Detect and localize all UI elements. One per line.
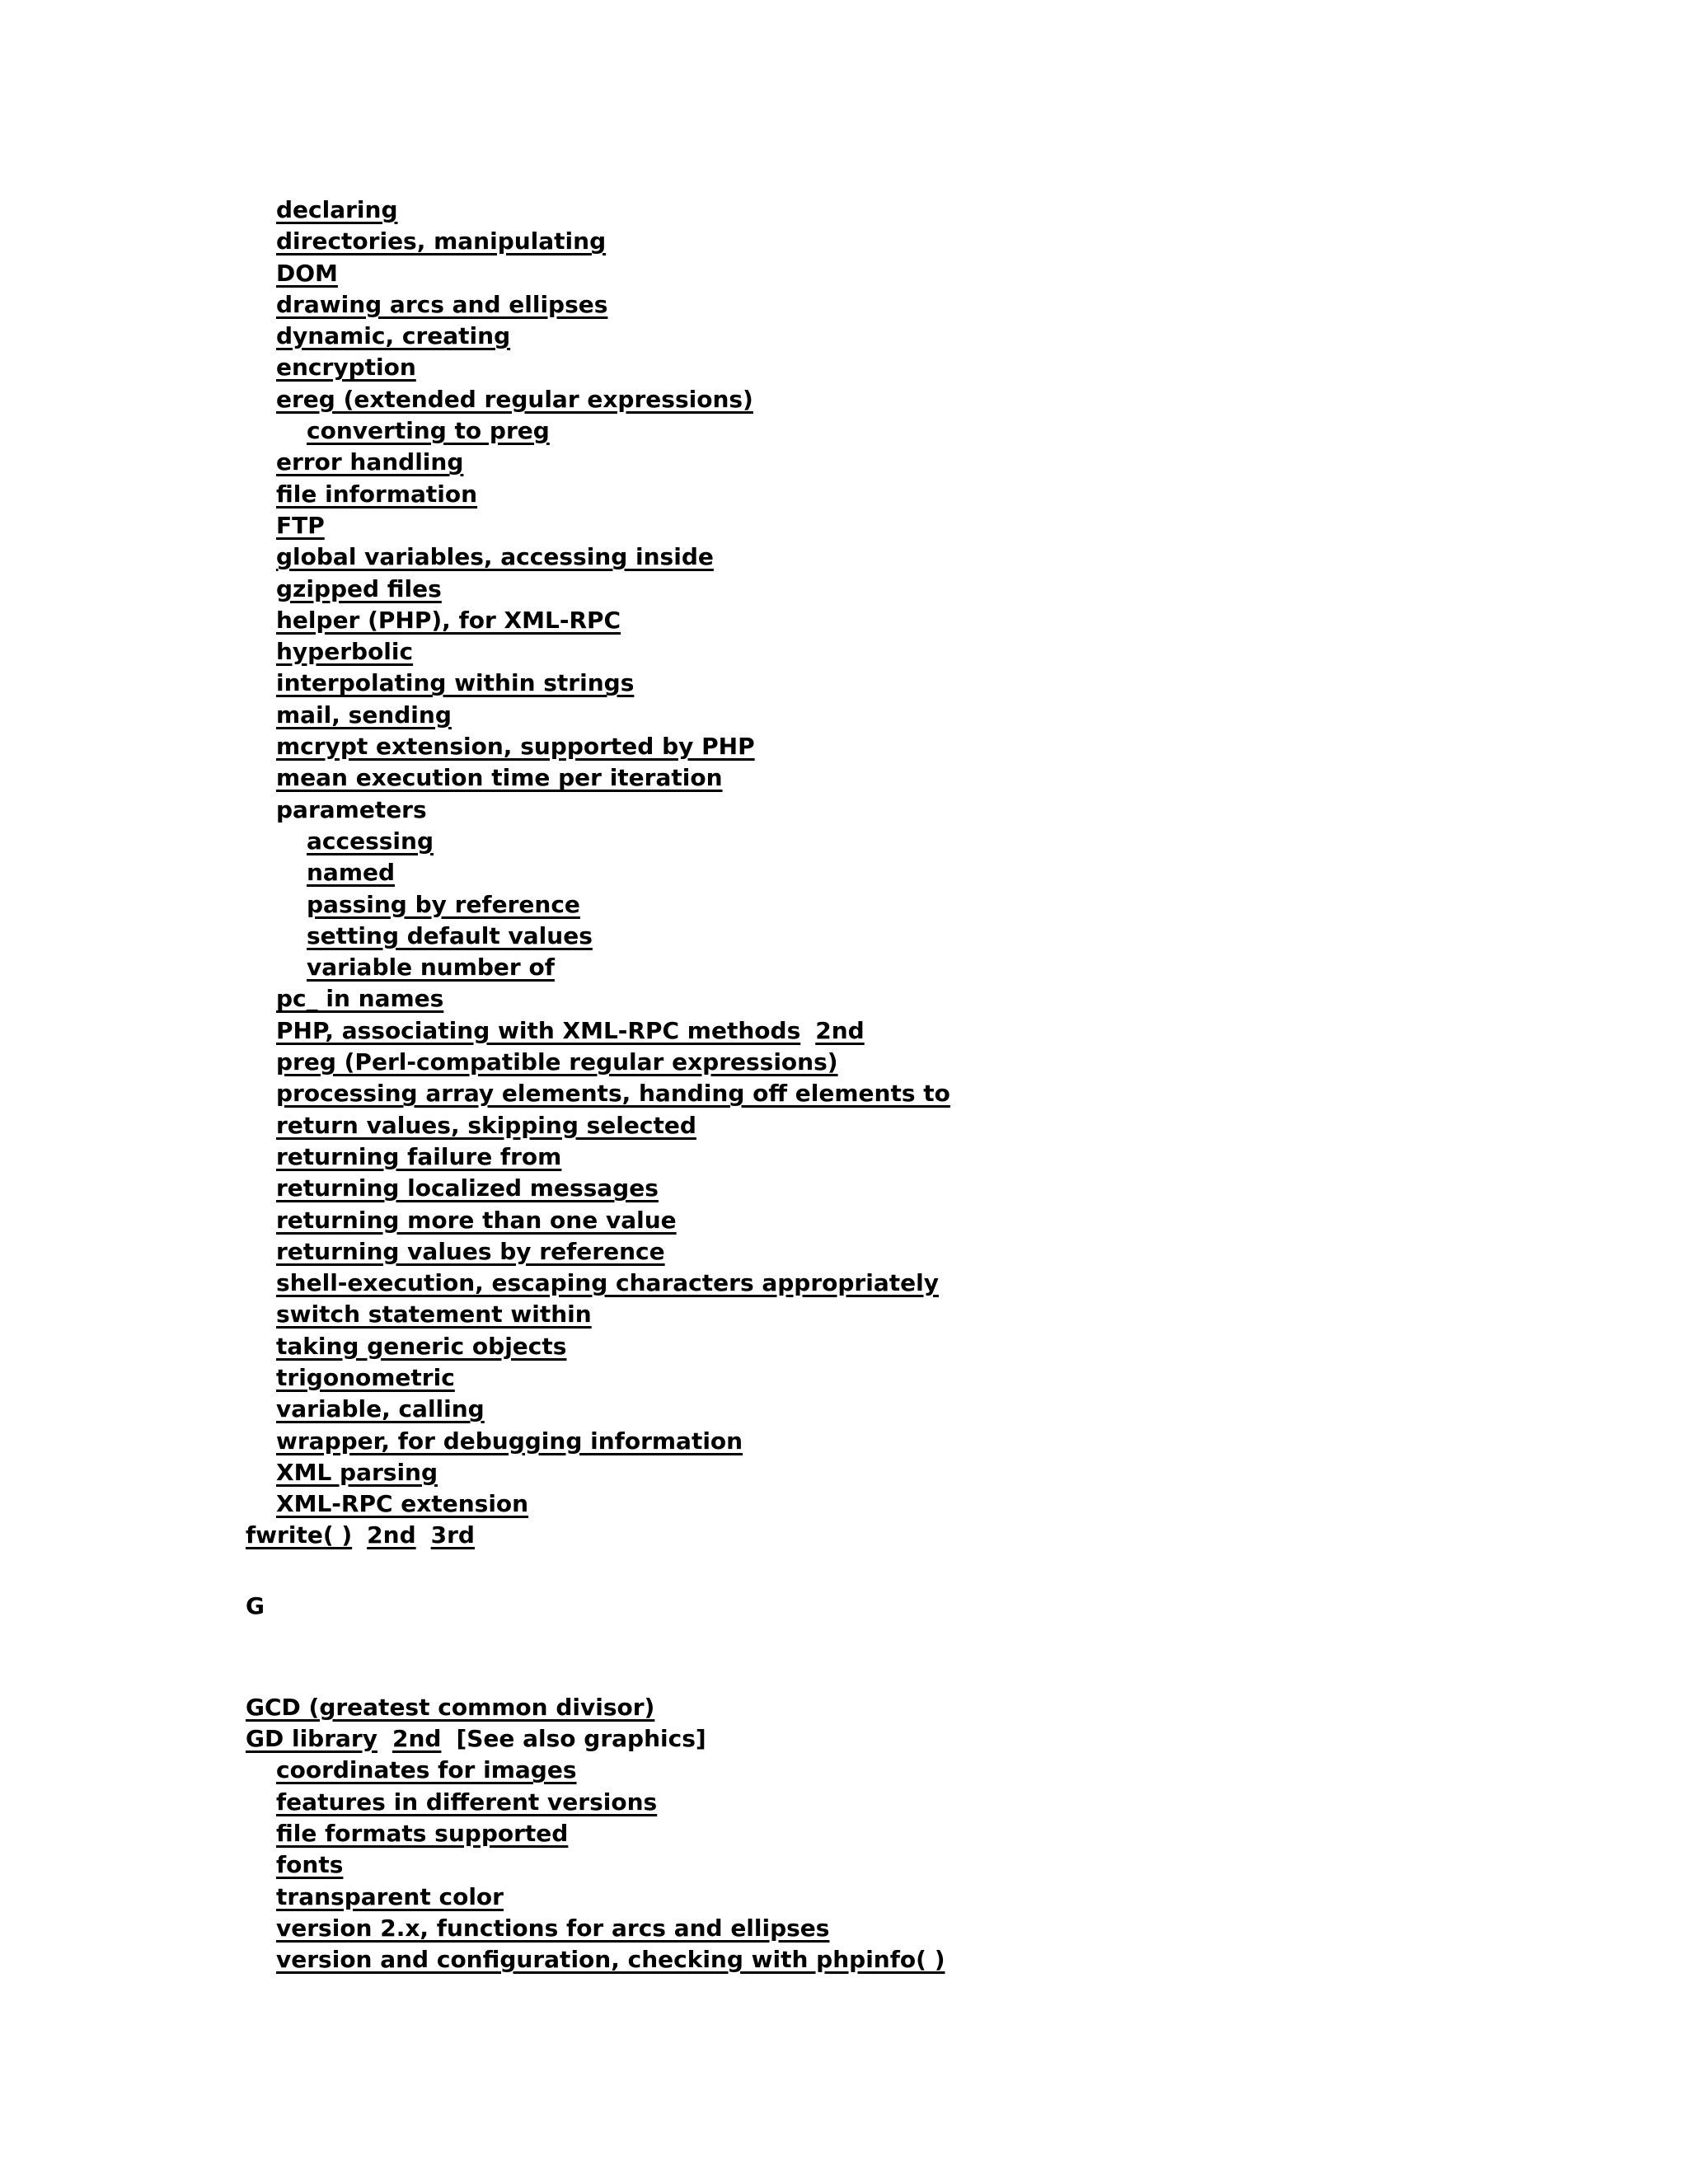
index-entry-passing-by-reference <box>246 889 1647 921</box>
index-page <box>246 194 1647 1975</box>
index-entry-version-and-configuration-checking-with- <box>246 1944 1647 1975</box>
index-entry-link[interactable]: taking generic objects <box>276 1332 567 1360</box>
index-entry-gcd-greatest-common-divisor <box>246 1692 1647 1723</box>
index-entry-gzipped-files <box>246 574 1647 605</box>
index-entry-shell-execution-escaping-characters-appr <box>246 1268 1647 1299</box>
index-entry-link[interactable]: variable number of <box>307 954 555 982</box>
index-entry-ftp <box>246 510 1647 541</box>
index-entry-link[interactable]: mean execution time per iteration <box>276 764 723 792</box>
index-entry-variable-calling <box>246 1394 1647 1425</box>
index-entry-link[interactable]: passing by reference <box>307 890 580 918</box>
index-entry-link[interactable]: XML-RPC extension <box>276 1490 529 1518</box>
index-entry-parameters <box>246 794 1647 826</box>
functions-subentries-list <box>246 194 1647 1552</box>
index-entry-link[interactable]: shell-execution, escaping characters appropriately <box>276 1269 939 1297</box>
index-entry-converting-to-preg <box>246 415 1647 447</box>
index-entry-link[interactable]: directories, manipulating <box>276 227 607 255</box>
index-entry-trigonometric <box>246 1362 1647 1394</box>
index-entry-php-associating-with-xml-rpc-methods <box>246 1015 1647 1047</box>
index-entry-link[interactable]: gzipped files <box>276 574 442 602</box>
index-entry-link[interactable]: pc_ in names <box>276 985 444 1013</box>
index-entry-link[interactable]: returning failure from <box>276 1142 562 1170</box>
index-entry-link[interactable]: GD library <box>246 1725 377 1753</box>
index-entry-global-variables-accessing-inside <box>246 541 1647 573</box>
index-entry-link[interactable]: global variables, accessing inside <box>276 543 714 571</box>
index-entry-drawing-arcs-and-ellipses <box>246 289 1647 321</box>
index-entry-processing-array-elements-handing-off-el <box>246 1078 1647 1109</box>
index-entry-link[interactable]: encryption <box>276 354 416 382</box>
index-entry-fonts <box>246 1849 1647 1881</box>
index-entry-link[interactable]: FTP <box>276 511 325 539</box>
index-entry-link[interactable]: DOM <box>276 259 338 287</box>
index-entry-link[interactable]: transparent color <box>276 1882 504 1910</box>
index-entry-link[interactable]: switch statement within <box>276 1301 592 1329</box>
index-entry-directories-manipulating <box>246 226 1647 257</box>
index-entry-link[interactable]: interpolating within strings <box>276 669 635 697</box>
index-entry-dom <box>246 258 1647 289</box>
index-entry-link[interactable]: mcrypt extension, supported by PHP <box>276 733 755 761</box>
index-entry-link[interactable]: mail, sending <box>276 701 452 729</box>
index-entry-variable-number-of <box>246 952 1647 983</box>
index-entry-link[interactable]: returning more than one value <box>276 1206 677 1234</box>
additional-reference-link[interactable]: 2nd <box>367 1521 416 1549</box>
index-entry-ereg-extended-regular-expressions <box>246 384 1647 415</box>
index-entry-link[interactable]: returning values by reference <box>276 1237 665 1265</box>
g-entries-list <box>246 1692 1647 1976</box>
index-entry-link[interactable]: PHP, associating with XML-RPC methods <box>276 1016 801 1044</box>
index-entry-returning-localized-messages <box>246 1173 1647 1204</box>
index-entry-link[interactable]: drawing arcs and ellipses <box>276 290 608 318</box>
index-entry-returning-more-than-one-value <box>246 1205 1647 1236</box>
index-entry-link[interactable]: converting to preg <box>307 417 550 445</box>
index-entry-link[interactable]: processing array elements, handing off elements to <box>276 1080 950 1108</box>
index-entry-link[interactable]: error handling <box>276 448 464 476</box>
index-entry-link[interactable]: helper (PHP), for XML-RPC <box>276 606 621 634</box>
index-entry-link[interactable]: wrapper, for debugging information <box>276 1427 743 1455</box>
index-entry-link[interactable]: fwrite( ) <box>246 1521 353 1549</box>
index-entry-features-in-different-versions <box>246 1787 1647 1818</box>
index-entry-setting-default-values <box>246 921 1647 952</box>
index-entry-link[interactable]: version 2.x, functions for arcs and ellipses <box>276 1914 830 1942</box>
index-entry-pc-in-names <box>246 983 1647 1015</box>
index-entry-switch-statement-within <box>246 1299 1647 1330</box>
index-entry-accessing <box>246 826 1647 857</box>
index-entry-coordinates-for-images <box>246 1755 1647 1786</box>
index-entry-xml-parsing <box>246 1457 1647 1488</box>
index-entry-link[interactable]: declaring <box>276 196 398 223</box>
index-entry-xml-rpc-extension <box>246 1488 1647 1520</box>
index-entry-file-formats-supported <box>246 1818 1647 1849</box>
index-entry-link[interactable]: preg (Perl-compatible regular expressions) <box>276 1048 838 1076</box>
index-entry-link[interactable]: variable, calling <box>276 1395 485 1423</box>
index-entry-returning-values-by-reference <box>246 1236 1647 1268</box>
index-entry-preg-perl-compatible-regular-expressions <box>246 1047 1647 1078</box>
index-entry-link[interactable]: XML parsing <box>276 1458 438 1486</box>
index-entry-link[interactable]: named <box>307 859 396 887</box>
see-also-note: [See also graphics] <box>456 1725 706 1753</box>
additional-reference-link[interactable]: 3rd <box>430 1521 475 1549</box>
index-entry-link[interactable]: file formats supported <box>276 1819 569 1847</box>
index-entry-wrapper-for-debugging-information <box>246 1426 1647 1457</box>
index-entry-file-information <box>246 479 1647 510</box>
index-entry-mcrypt-extension-supported-by-php <box>246 731 1647 762</box>
index-entry-hyperbolic <box>246 636 1647 668</box>
index-entry-mail-sending <box>246 700 1647 731</box>
index-entry-encryption <box>246 352 1647 383</box>
index-entry-link[interactable]: version and configuration, checking with phpinfo( ) <box>276 1946 945 1974</box>
index-entry-dynamic-creating <box>246 321 1647 352</box>
index-entry-declaring <box>246 194 1647 226</box>
index-entry-link[interactable]: trigonometric <box>276 1363 455 1391</box>
index-entry-link[interactable]: coordinates for images <box>276 1756 577 1784</box>
index-entry-version-2-x-functions-for-arcs-and-ellip <box>246 1913 1647 1944</box>
index-entry-link[interactable]: file information <box>276 480 478 508</box>
index-entry-link[interactable]: fonts <box>276 1851 344 1879</box>
index-entry-helper-php-for-xml-rpc <box>246 605 1647 636</box>
index-entry-heading: parameters <box>276 795 427 823</box>
index-entry-link[interactable]: returning localized messages <box>276 1174 659 1202</box>
index-entry-link[interactable]: accessing <box>307 827 434 855</box>
index-entry-mean-execution-time-per-iteration <box>246 762 1647 794</box>
index-entry-taking-generic-objects <box>246 1331 1647 1362</box>
index-entry-error-handling <box>246 447 1647 478</box>
index-entry-fwrite <box>246 1520 1647 1551</box>
section-letter-heading: G <box>246 1591 265 1619</box>
index-entry-transparent-color <box>246 1882 1647 1913</box>
additional-reference-link[interactable]: 2nd <box>815 1016 865 1044</box>
index-entry-link[interactable]: hyperbolic <box>276 638 414 666</box>
index-entry-interpolating-within-strings <box>246 668 1647 699</box>
index-entry-link[interactable]: setting default values <box>307 921 593 949</box>
index-entry-returning-failure-from <box>246 1141 1647 1173</box>
index-entry-gd-library <box>246 1723 1647 1755</box>
index-entry-link[interactable]: features in different versions <box>276 1788 658 1816</box>
index-entry-link[interactable]: return values, skipping selected <box>276 1111 696 1139</box>
index-entry-link[interactable]: GCD (greatest common divisor) <box>246 1693 655 1721</box>
additional-reference-link[interactable]: 2nd <box>392 1725 442 1753</box>
index-entry-return-values-skipping-selected <box>246 1110 1647 1141</box>
index-entry-link[interactable]: dynamic, creating <box>276 322 511 350</box>
index-entry-link[interactable]: ereg (extended regular expressions) <box>276 385 753 413</box>
index-entry-named <box>246 857 1647 888</box>
